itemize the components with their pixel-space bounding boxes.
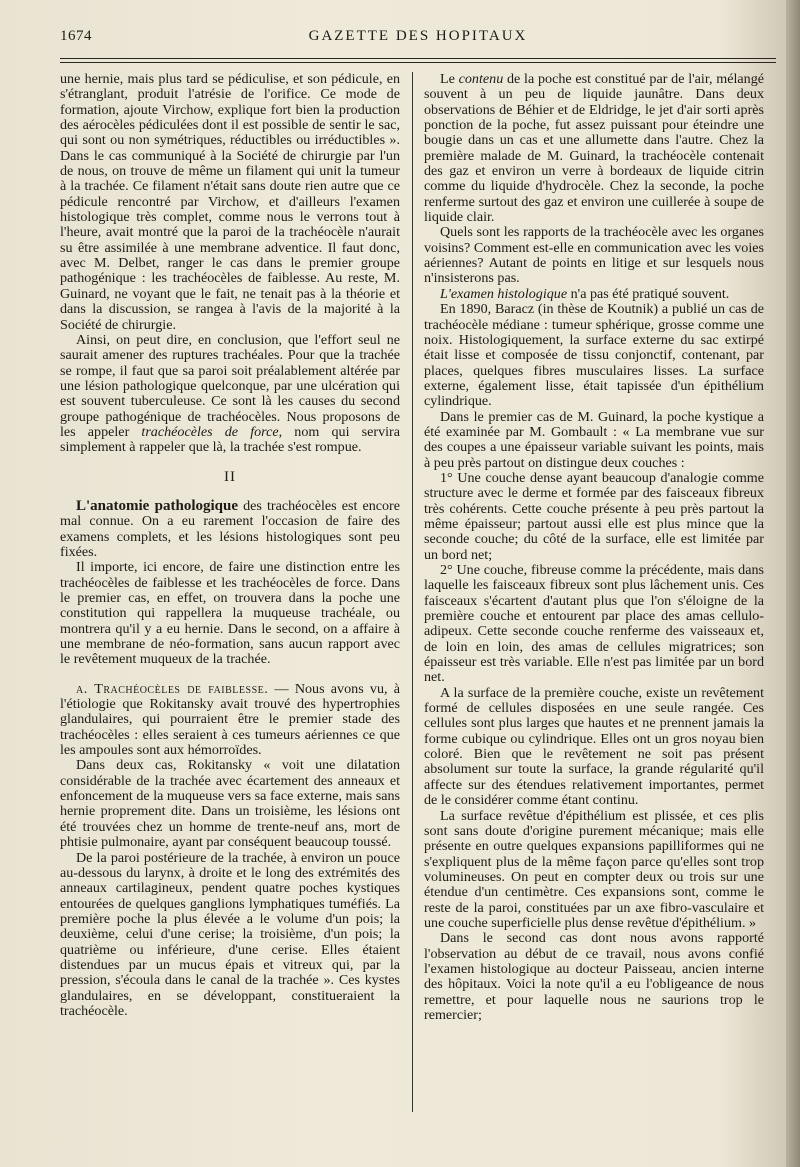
page-header bbox=[60, 28, 776, 52]
paragraph: une hernie, mais plus tard se pédiculise, et son pédicule, en s'étranglant, produit l'atrésie de l'orifice. Ce mode de formation, ajoute Virchow, explique fort bien la production des aérocèles pédiculées dont il est possible de sentir le sac, qui sont ou non symétriques, réductibles ou irréductibles ». Dans le cas communiqué à la Société de chirurgie par l'un de nous, on trouve de même un filament qui unit la tumeur à la trachée. Ce filament n'était sans doute rien autre que ce pédicule rencontré par Virchow, et d'ailleurs l'examen histologique très complet, comme nous le verrons tout à l'heure, avait montré que la paroi de la trachéocèle n'aurait su être assimilée à une membrane adventice. Il faut donc, avec M. Delbet, ranger le cas dans le premier groupe pathogénique : les trachéocèles de faiblesse. Au reste, M. Guinard, ne voyant que le fait, ne tenait pas à la théorie et dans la discussion, se rangea à l'avis de la majorité à la Société de chirurgie. bbox=[60, 71, 400, 333]
italic-term: L'examen histologique bbox=[440, 285, 568, 302]
paragraph: Dans le second cas dont nous avons rapporté l'observation au début de ce travail, nous avons confié l'examen histologique au docteur Paisseau, ancien interne des hôpitaux. Voici la note qu'il a eu l'obligeance de nous remettre, et pour laquelle nous ne saurions trop le remercier; bbox=[424, 930, 764, 1023]
paragraph: Dans deux cas, Rokitansky « voit une dilatation considérable de la trachée avec écartement des anneaux et enfoncement de la muqueuse vers sa face externe, mais sans hernie proprement dite. Dans un troisième, les lésions ont été trouvées chez un homme de trente-neuf ans, mort de phtisie pulmonaire, ayant par conséquent beaucoup toussé. bbox=[60, 757, 400, 851]
paragraph: A la surface de la première couche, existe un revêtement formé de cellules disposées en une seule rangée. Ces cellules sont plus larges que hautes et ne prennent jamais la forme cubique ou cylindrique. Elles ont un gros noyau bien coloré. Bien que le revêtement ne soit pas présent absolument sur toute la surface, la grande régularité qu'il affecte sur des étendues relativement importantes, permet de le considérer comme étant continu. bbox=[424, 684, 764, 809]
subsection-label: a. Trachéocèles de faiblesse. bbox=[76, 680, 269, 697]
page-number: 1674 bbox=[60, 28, 92, 44]
paragraph: L'examen histologique n'a pas été pratiqué souvent. bbox=[440, 285, 730, 302]
paragraph: Il importe, ici encore, de faire une distinction entre les trachéocèles de faiblesse et les trachéocèles de force. Dans le premier cas, en effet, on trouvera dans la poche une constitution qui rappellera la muqueuse trachéale, ou montrera qu'il y a eu hernie. Dans le second, on a affaire à une membrane de néo-formation, sans aucun rapport avec le revêtement muqueux de la trachée. bbox=[60, 559, 400, 668]
paragraph: a. Trachéocèles de faiblesse. — Nous avons vu, à l'étiologie que Rokitansky avait trouvé des hypertrophies glandulaires, qui pourraient être le premier stade des trachéocèles : elles seraient à ces tumeurs aériennes ce que les ampoules sont aux hémorroïdes. bbox=[60, 680, 400, 759]
paragraph: 1° Une couche dense ayant beaucoup d'analogie comme structure avec le derme et formée par des faisceaux fibreux très cohérents. Cette couche présente à peu près partout la même épaisseur; partout aussi elle est plus mince que la seconde couche; du côté de la surface, elle est limitée par un bord net; bbox=[424, 469, 764, 563]
paragraph: Quels sont les rapports de la trachéocèle avec les organes voisins? Comment est-elle en communication avec les voies aériennes? Autant de points en litige et sur lesquels nous n'insisterons pas. bbox=[424, 224, 764, 287]
right-column bbox=[424, 72, 764, 1023]
paragraph: Dans le premier cas de M. Guinard, la poche kystique a été examinée par M. Gombault : « La membrane vue sur des coupes a une épaisseur variable suivant les points, mais à peu près partout on distingue deux couches : bbox=[424, 408, 764, 471]
paragraph: Le contenu de la poche est constitué par de l'air, mélangé souvent à un peu de liquide jaunâtre. Dans deux observations de Béhier et de Eldridge, le jet d'air sorti après ponction de la poche, fut assez puissant pour éteindre une bougie dans un cas et une allumette dans l'autre. Chez la première malade de M. Guinard, la trachéocèle contenait des gaz et environ un verre à bordeaux de liquide citrin comme du liquide d'hydrocèle. Chez la seconde, la poche renferme surtout des gaz et environ une cuillerée à soupe de liquide clair. bbox=[424, 71, 764, 226]
paragraph: 2° Une couche, fibreuse comme la précédente, mais dans laquelle les faisceaux fibreux sont plus lâchement unis. Ces faisceaux s'écartent d'autant plus que l'on s'éloigne de la première couche et entourent par place des amas cellulo-adipeux. Cette seconde couche renferme des vaisseaux et, de loin en loin, des amas de cellules migratrices; son épaisseur est très variable. Elle n'est pas limitée par un bord net. bbox=[424, 562, 764, 686]
header-rule bbox=[60, 58, 776, 59]
paragraph: En 1890, Baracz (in thèse de Koutnik) a publié un cas de trachéocèle médiane : tumeur sphérique, grosse comme une noix. Histologiquement, la surface externe du sac extirpé était lisse et composée de tissu conjonctif, contenant, par places, quelques fibres musculaires lisses. La surface externe, également lisse, était tapissée d'un épithélium cylindrique. bbox=[424, 301, 764, 410]
paragraph: De la paroi postérieure de la trachée, à environ un pouce au-dessous du larynx, à droite et le long des extrémités des anneaux cartilagineux, pendent quatre poches kystiques entourées de quelques ganglions lymphatiques tuméfiés. La première poche la plus élevée a le volume d'un pois; la deuxième, celui d'une cerise; la troisième, d'un pois; la quatrième ou inférieure, d'une cerise. Elles étaient distendues par un mucus épais et vitreux qui, par la pression, s'écoula dans le canal de la trachée ». Ces kystes glandulaires, en se développant, constitueraient la trachéocèle. bbox=[60, 849, 400, 1019]
paragraph: Ainsi, on peut dire, en conclusion, que l'effort seul ne saurait amener des ruptures trachéales. Pour que la trachée se rompe, il faut que sa paroi soit préalablement altérée par une lésion pathologique quelconque, par une ulcération qui est souvent tuberculeuse. Ce sont là les causes du second groupe pathogénique de trachéocèles. Nous proposons de les appeler trachéocèles de force, nom qui servira simplement à rappeler que là, la trachée s'est rompue. bbox=[60, 331, 400, 456]
left-column bbox=[60, 72, 400, 1019]
italic-term: contenu bbox=[458, 71, 504, 87]
bold-lead: L'anatomie pathologique bbox=[76, 497, 239, 514]
section-heading: II bbox=[224, 468, 236, 485]
paragraph: L'anatomie pathologique des trachéocèles est encore mal connue. On a eu rarement l'occasion de faire des examens complets, et les lésions histologiques sont peu fixées. bbox=[60, 497, 401, 560]
page-edge-shadow bbox=[786, 0, 800, 1167]
paragraph: La surface revêtue d'épithélium est plissée, et ces plis sont sans doute d'origine purement mécanique; mais elle présente en outre quelques expansions papilliformes qui ne s'expliquent plus de la même façon parce qu'elles sont trop volumineuses. On peut en compter deux ou trois sur une étendue d'un centimètre. Ces expansions sont, comme le reste de la paroi, constituées par un axe fibro-vasculaire et une couche superficielle plus dense revêtue d'épithélium. » bbox=[424, 807, 764, 931]
column-divider bbox=[412, 72, 413, 1112]
italic-term: trachéocèles de force bbox=[141, 423, 279, 440]
header-rule-thin bbox=[60, 62, 776, 63]
running-title: GAZETTE DES HOPITAUX bbox=[308, 28, 528, 44]
